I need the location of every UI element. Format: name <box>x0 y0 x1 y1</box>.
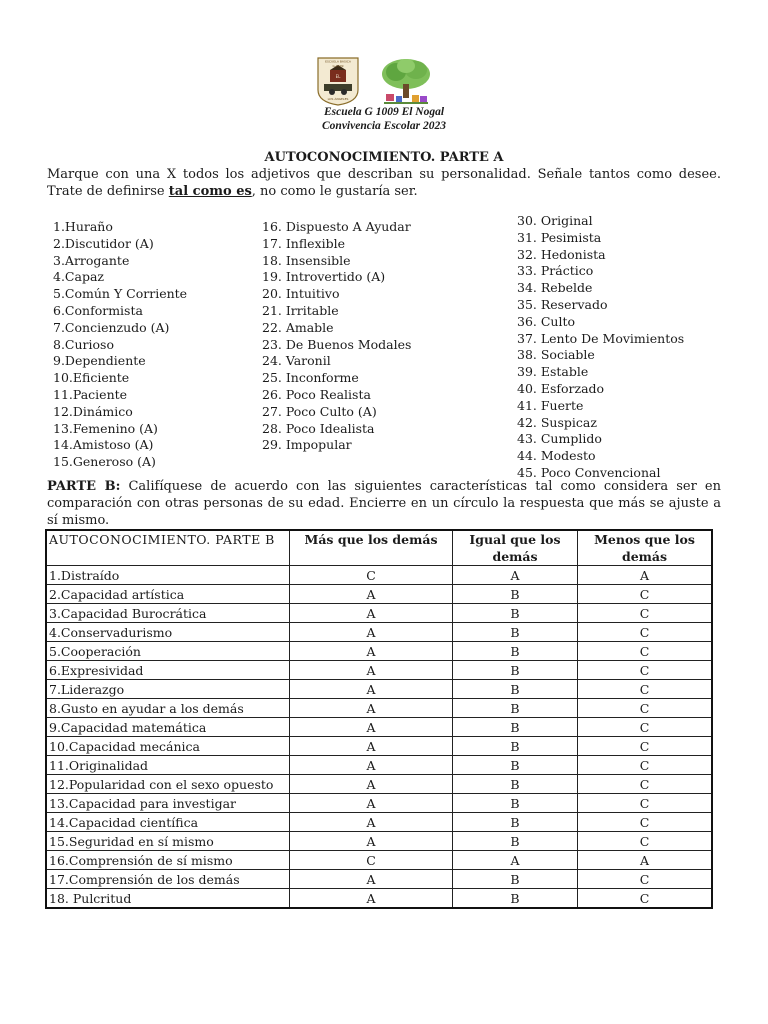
header-more: Más que los demás <box>290 530 453 566</box>
rating-option[interactable]: B <box>453 680 578 699</box>
rating-option[interactable]: A <box>290 718 453 737</box>
trait-name: 1.Distraído <box>46 566 290 585</box>
rating-option[interactable]: B <box>453 737 578 756</box>
rating-option[interactable]: A <box>578 566 713 585</box>
adjective-item: 5.Común Y Corriente <box>53 286 188 302</box>
adjective-item: 6.Conformista <box>53 302 143 318</box>
rating-option[interactable]: C <box>578 718 713 737</box>
rating-option[interactable]: A <box>290 813 453 832</box>
adjective-item: 25. Inconforme <box>262 370 359 386</box>
adjective-item: 35. Reservado <box>517 296 608 312</box>
table-row <box>46 642 712 661</box>
part-b-label: PARTE B: <box>47 479 121 494</box>
header-less: Menos que los demás <box>578 530 713 566</box>
part-b-table <box>45 529 713 909</box>
rating-option[interactable]: C <box>578 661 713 680</box>
trait-name: 7.Liderazgo <box>46 680 290 699</box>
rating-option[interactable]: B <box>453 642 578 661</box>
rating-option[interactable]: A <box>453 566 578 585</box>
school-header <box>0 105 768 133</box>
adjective-item: 30. Original <box>517 213 593 228</box>
rating-option[interactable]: C <box>578 699 713 718</box>
rating-option[interactable]: A <box>290 642 453 661</box>
adjective-column-3 <box>517 213 684 482</box>
adjective-item: 31. Pesimista <box>517 229 602 245</box>
adjective-column-1 <box>53 219 187 471</box>
rating-option[interactable]: A <box>290 737 453 756</box>
school-subtitle: Convivencia Escolar 2023 <box>322 120 446 132</box>
table-row <box>46 737 712 756</box>
trait-name: 13.Capacidad para investigar <box>46 794 290 813</box>
adjective-item: 39. Estable <box>517 364 589 380</box>
adjective-item: 10.Eficiente <box>53 370 130 386</box>
svg-text:LOS ÁNGELES: LOS ÁNGELES <box>327 97 349 101</box>
rating-option[interactable]: B <box>453 794 578 813</box>
header-trait: AUTOCONOCIMIENTO. PARTE B <box>46 530 290 566</box>
rating-option[interactable]: C <box>578 870 713 889</box>
rating-option[interactable]: C <box>290 851 453 870</box>
rating-option[interactable]: A <box>290 775 453 794</box>
table-row <box>46 889 712 909</box>
part-b-text: Califíquese de acuerdo con las siguientes características tal como considera ser en comparación con otras personas de su edad. Encierre en un círculo la respuesta que más se ajuste a sí mismo. <box>47 479 722 528</box>
rating-option[interactable]: C <box>578 832 713 851</box>
rating-option[interactable]: B <box>453 775 578 794</box>
school-shield-logo <box>316 56 360 106</box>
svg-text:ESCUELA BÁSICA: ESCUELA BÁSICA <box>325 59 351 64</box>
rating-option[interactable]: B <box>453 889 578 909</box>
rating-option[interactable]: B <box>453 585 578 604</box>
table-row <box>46 794 712 813</box>
adjective-item: 27. Poco Culto (A) <box>262 403 377 419</box>
rating-option[interactable]: C <box>578 604 713 623</box>
part-b-instructions <box>47 478 721 529</box>
adjective-item: 14.Amistoso (A) <box>53 437 154 453</box>
trait-name: 2.Capacidad artística <box>46 585 290 604</box>
adjective-item: 41. Fuerte <box>517 397 584 413</box>
adjective-item: 13.Femenino (A) <box>53 420 158 436</box>
adjective-item: 38. Sociable <box>517 347 595 363</box>
adjective-item: 23. De Buenos Modales <box>262 336 412 352</box>
table-row <box>46 851 712 870</box>
rating-option[interactable]: A <box>290 889 453 909</box>
adjective-item: 9.Dependiente <box>53 353 146 369</box>
adjective-item: 2.Discutidor (A) <box>53 235 154 251</box>
rating-option[interactable]: B <box>453 832 578 851</box>
adjective-item: 8.Curioso <box>53 336 114 352</box>
trait-name: 5.Cooperación <box>46 642 290 661</box>
adjective-item: 34. Rebelde <box>517 280 593 296</box>
adjective-item: 40. Esforzado <box>517 380 605 396</box>
adjective-item: 45. Poco Convencional <box>517 464 661 480</box>
rating-option[interactable]: B <box>453 718 578 737</box>
rating-option[interactable]: C <box>578 585 713 604</box>
rating-option[interactable]: B <box>453 699 578 718</box>
trait-name: 9.Capacidad matemática <box>46 718 290 737</box>
rating-option[interactable]: A <box>578 851 713 870</box>
intro-emphasis: tal como es <box>168 184 252 199</box>
adjective-item: 18. Insensible <box>262 252 351 268</box>
trait-name: 15.Seguridad en sí mismo <box>46 832 290 851</box>
rating-option[interactable]: B <box>453 756 578 775</box>
adjective-item: 20. Intuitivo <box>262 286 340 302</box>
adjective-item: 44. Modesto <box>517 448 596 464</box>
adjective-item: 28. Poco Idealista <box>262 420 375 436</box>
rating-option[interactable]: A <box>290 699 453 718</box>
adjective-item: 37. Lento De Movimientos <box>517 330 685 346</box>
adjective-item: 29. Impopular <box>262 437 352 453</box>
trait-name: 8.Gusto en ayudar a los demás <box>46 699 290 718</box>
table-header-row <box>46 530 712 566</box>
svg-text:EL: EL <box>335 74 341 79</box>
trait-name: 16.Comprensión de sí mismo <box>46 851 290 870</box>
adjective-item: 3.Arrogante <box>53 252 130 268</box>
adjective-item: 42. Suspicaz <box>517 414 597 430</box>
table-row <box>46 680 712 699</box>
adjective-item: 21. Irritable <box>262 302 339 318</box>
rating-option[interactable]: C <box>578 756 713 775</box>
rating-option[interactable]: A <box>290 756 453 775</box>
rating-option[interactable]: B <box>453 661 578 680</box>
table-row <box>46 699 712 718</box>
adjective-item: 33. Práctico <box>517 263 594 279</box>
adjective-item: 26. Poco Realista <box>262 386 371 402</box>
table-row <box>46 870 712 889</box>
table-row <box>46 718 712 737</box>
rating-option[interactable]: B <box>453 604 578 623</box>
rating-option[interactable]: C <box>578 680 713 699</box>
table-row <box>46 604 712 623</box>
trait-name: 6.Expresividad <box>46 661 290 680</box>
trait-name: 11.Originalidad <box>46 756 290 775</box>
adjective-item: 43. Cumplido <box>517 431 602 447</box>
rating-option[interactable]: C <box>578 642 713 661</box>
adjective-item: 19. Introvertido (A) <box>262 269 386 285</box>
school-name: Escuela G 1009 El Nogal <box>323 106 445 118</box>
rating-option[interactable]: B <box>453 813 578 832</box>
intro-text-2: , no como le gustaría ser. <box>251 184 418 199</box>
adjective-item: 12.Dinámico <box>53 403 133 419</box>
tree-logo <box>376 58 436 106</box>
svg-text:G-1009: G-1009 <box>332 64 344 68</box>
table-row <box>46 661 712 680</box>
rating-option[interactable]: C <box>578 794 713 813</box>
rating-option[interactable]: C <box>290 566 453 585</box>
trait-name: 18. Pulcritud <box>46 889 290 909</box>
rating-option[interactable]: A <box>290 661 453 680</box>
rating-option[interactable]: C <box>578 737 713 756</box>
rating-option[interactable]: C <box>578 775 713 794</box>
rating-option[interactable]: A <box>453 851 578 870</box>
adjective-item: 16. Dispuesto A Ayudar <box>262 219 411 234</box>
rating-option[interactable]: C <box>578 813 713 832</box>
table-row <box>46 566 712 585</box>
adjective-item: 4.Capaz <box>53 269 104 285</box>
adjective-item: 24. Varonil <box>262 353 331 369</box>
adjective-column-2 <box>262 219 411 454</box>
intro-text-1: Marque con una X todos los adjetivos que describan su personalidad. Señale tantos como desee. Trate de definirse <box>47 167 721 199</box>
rating-option[interactable]: C <box>578 623 713 642</box>
adjective-item: 15.Generoso (A) <box>53 454 156 470</box>
rating-option[interactable]: C <box>578 889 713 909</box>
rating-option[interactable]: B <box>453 870 578 889</box>
adjective-item: 17. Inflexible <box>262 235 346 251</box>
trait-name: 14.Capacidad científica <box>46 813 290 832</box>
rating-option[interactable]: A <box>290 794 453 813</box>
trait-name: 12.Popularidad con el sexo opuesto <box>46 775 290 794</box>
rating-option[interactable]: A <box>290 623 453 642</box>
table-row <box>46 756 712 775</box>
trait-name: 17.Comprensión de los demás <box>46 870 290 889</box>
rating-option[interactable]: A <box>290 870 453 889</box>
rating-option[interactable]: A <box>290 585 453 604</box>
trait-name: 4.Conservadurismo <box>46 623 290 642</box>
part-a-instructions <box>47 166 721 200</box>
trait-name: 10.Capacidad mecánica <box>46 737 290 756</box>
table-row <box>46 832 712 851</box>
adjective-item: 7.Concienzudo (A) <box>53 319 170 335</box>
table-row <box>46 813 712 832</box>
table-row <box>46 775 712 794</box>
adjective-item: 32. Hedonista <box>517 246 606 262</box>
part-a-title: AUTOCONOCIMIENTO. PARTE A <box>264 150 504 165</box>
rating-option[interactable]: A <box>290 604 453 623</box>
rating-option[interactable]: A <box>290 680 453 699</box>
header-equal: Igual que los demás <box>453 530 578 566</box>
table-row <box>46 585 712 604</box>
logos <box>316 56 436 106</box>
adjective-item: 22. Amable <box>262 319 334 335</box>
table-row <box>46 623 712 642</box>
adjective-item: 11.Paciente <box>53 386 128 402</box>
rating-option[interactable]: A <box>290 832 453 851</box>
rating-option[interactable]: B <box>453 623 578 642</box>
adjective-item: 1.Huraño <box>53 219 113 234</box>
trait-name: 3.Capacidad Burocrática <box>46 604 290 623</box>
adjective-item: 36. Culto <box>517 313 576 329</box>
